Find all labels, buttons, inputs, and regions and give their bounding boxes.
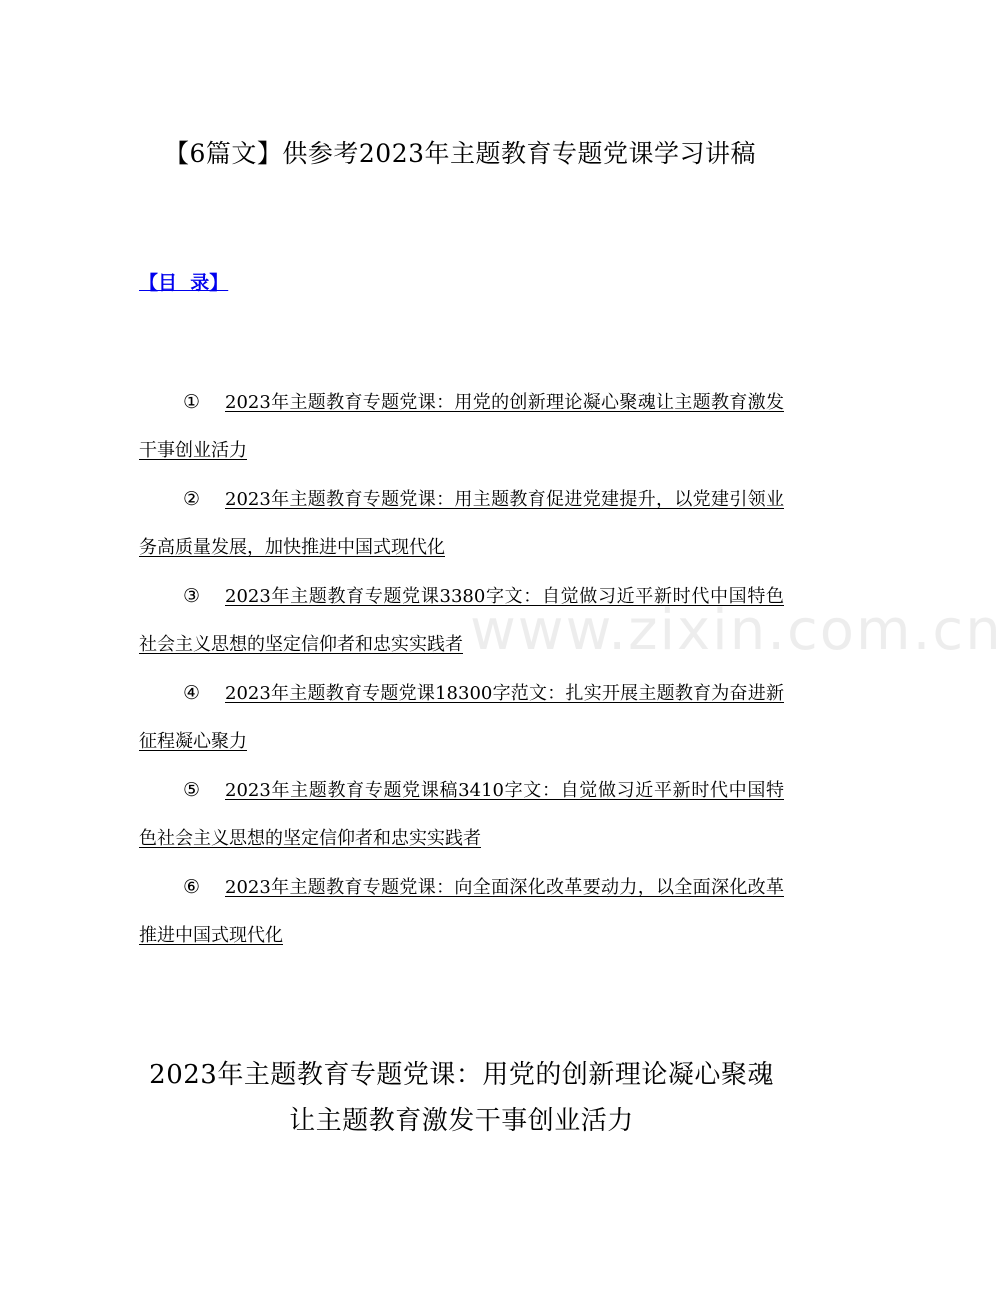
toc-item-marker: ④ [183, 682, 201, 704]
toc-item [139, 669, 784, 766]
toc-item-link[interactable]: 2023年主题教育专题党课稿3410字文：自觉做习近平新时代中国特色社会主义思想的坚定信仰者和忠实实践者 [139, 780, 784, 849]
section-title: 2023年主题教育专题党课：用党的创新理论凝心聚魂让主题教育激发干事创业活力 [149, 1060, 774, 1136]
toc-item-marker: ⑤ [183, 779, 201, 801]
document-title: 【6篇文】供参考2023年主题教育专题党课学习讲稿 [163, 139, 757, 168]
toc-item-link[interactable]: 2023年主题教育专题党课：向全面深化改革要动力，以全面深化改革推进中国式现代化 [139, 877, 784, 946]
toc-item-link[interactable]: 2023年主题教育专题党课18300字范文：扎实开展主题教育为奋进新征程凝心聚力 [139, 683, 784, 752]
toc-heading-link[interactable]: 【目 录】 [139, 272, 229, 294]
toc-item [139, 378, 784, 475]
toc-item [139, 863, 784, 960]
toc-item-link[interactable]: 2023年主题教育专题党课：用主题教育促进党建提升，以党建引领业务高质量发展，加快推进中国式现代化 [139, 489, 784, 558]
toc-item-link[interactable]: 2023年主题教育专题党课3380字文：自觉做习近平新时代中国特色社会主义思想的坚定信仰者和忠实实践者 [139, 586, 784, 655]
toc-item [139, 475, 784, 572]
toc-item-marker: ⑥ [183, 876, 201, 898]
toc-item-marker: ② [183, 488, 201, 510]
toc-item-marker: ③ [183, 585, 201, 607]
toc-item [139, 572, 784, 669]
toc-list [139, 378, 784, 960]
toc-item-link[interactable]: 2023年主题教育专题党课：用党的创新理论凝心聚魂让主题教育激发干事创业活力 [139, 392, 784, 461]
toc-item [139, 766, 784, 863]
watermark: www.zixin.com.cn [470, 598, 1003, 663]
toc-item-marker: ① [183, 391, 201, 413]
